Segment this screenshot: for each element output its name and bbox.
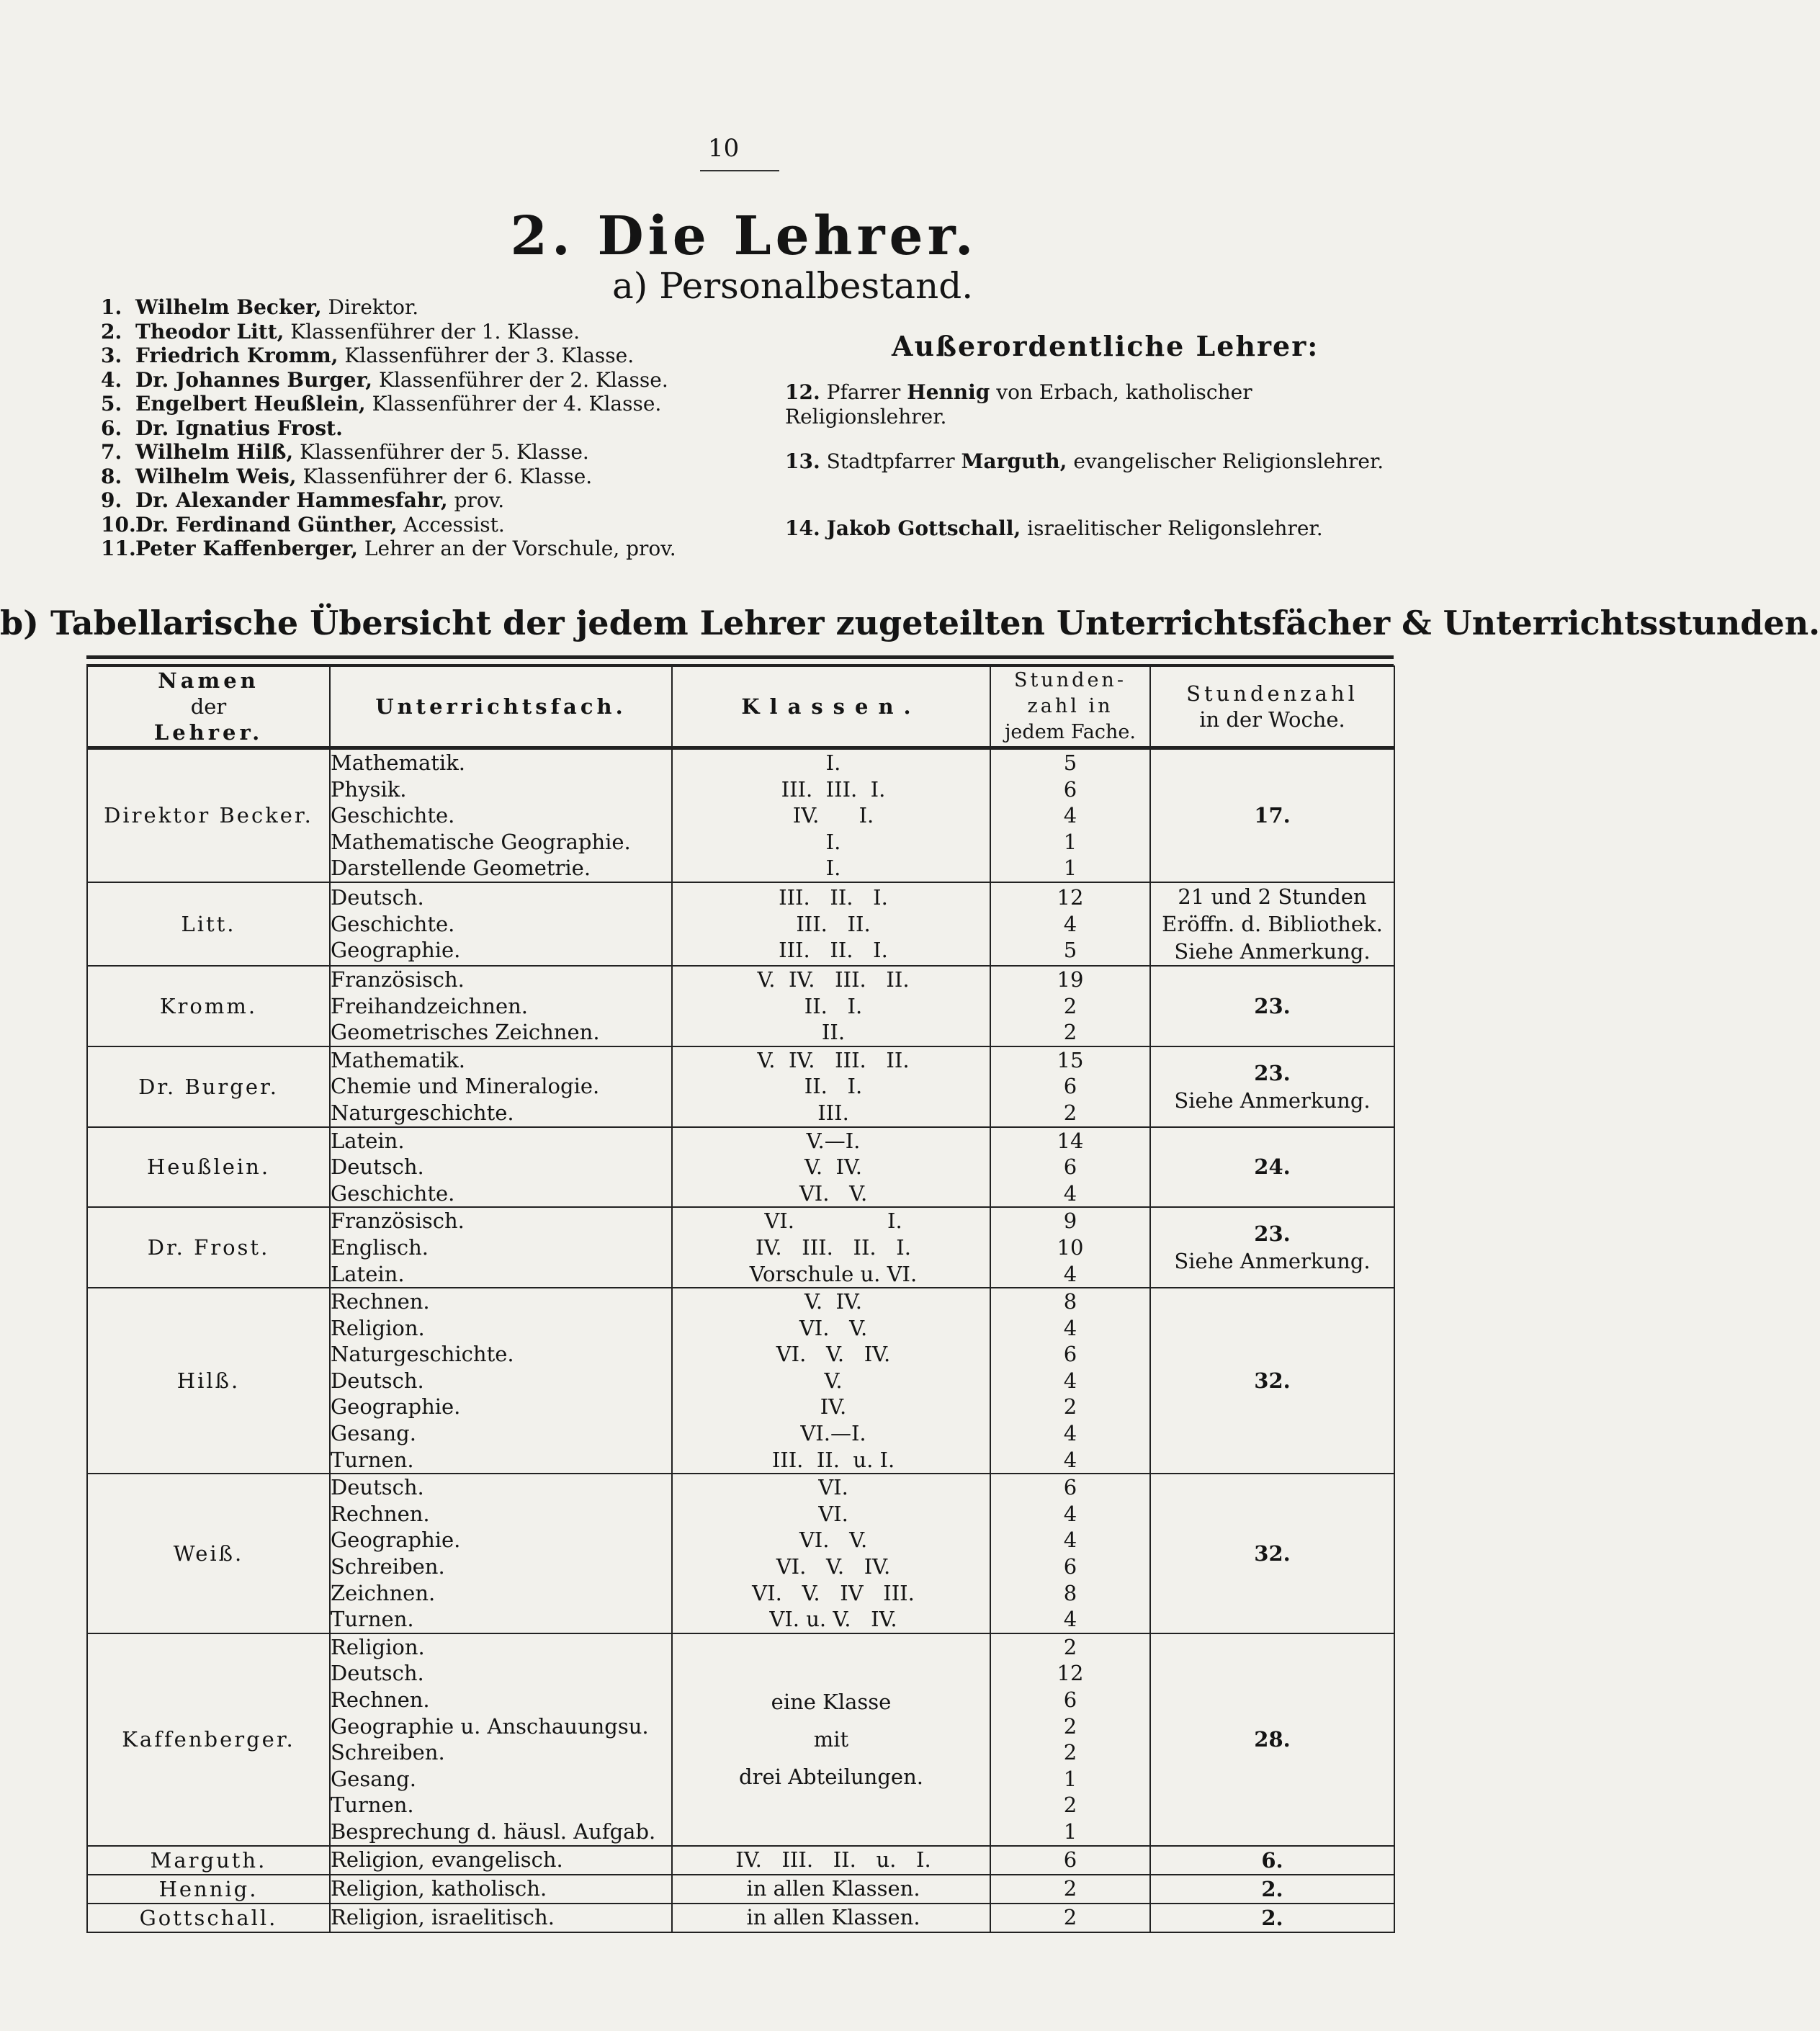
extra-teacher-name: Jakob Gottschall, bbox=[826, 516, 1021, 540]
teacher-number: 6. bbox=[101, 416, 122, 440]
page-number: 10 bbox=[708, 134, 740, 163]
classes-cell-line: VI. V. bbox=[799, 1528, 868, 1553]
hours-cell bbox=[990, 1875, 1150, 1904]
weekly-hours-cell bbox=[1150, 748, 1394, 882]
hours-cell-line: 15 bbox=[1057, 1047, 1084, 1072]
hours-cell-line: 9 bbox=[1063, 1209, 1077, 1234]
header-hours-per-subject: Stunden- zahl in jedem Fache. bbox=[990, 666, 1150, 748]
weekly-hours-cell bbox=[1150, 966, 1394, 1046]
hours-cell-line: 6 bbox=[1063, 1687, 1077, 1712]
hours-cell bbox=[990, 882, 1150, 966]
hours-cell-line: 14 bbox=[1057, 1128, 1084, 1153]
teacher-number: 3. bbox=[101, 344, 122, 367]
weekly-hours-line: 23. bbox=[1254, 993, 1291, 1018]
subject-cell-line: Deutsch. bbox=[331, 1661, 424, 1686]
hours-cell-line: 5 bbox=[1063, 938, 1077, 963]
classes-cell-line: I. bbox=[825, 856, 841, 881]
hours-cell-line: 4 bbox=[1063, 911, 1077, 936]
hours-cell-line: 12 bbox=[1057, 1661, 1084, 1686]
classes-cell-line: I. bbox=[825, 829, 841, 854]
classes-cell-line: VI. bbox=[818, 1501, 848, 1526]
weekly-hours-line: Siehe Anmerkung. bbox=[1174, 938, 1371, 964]
subject-cell bbox=[330, 1288, 672, 1474]
classes-cell-line: V. IV. III. II. bbox=[757, 967, 910, 992]
teacher-cell: Gottschall. bbox=[87, 1904, 330, 1932]
subject-cell-line: Geschichte. bbox=[331, 911, 455, 936]
classes-cell bbox=[672, 966, 990, 1046]
subject-cell-line: Turnen. bbox=[331, 1607, 414, 1632]
subject-cell bbox=[330, 1875, 672, 1904]
teacher-name: Engelbert Heußlein, bbox=[135, 392, 366, 416]
classes-cell-line: III. II. u. I. bbox=[771, 1447, 895, 1472]
classes-cell-line: III. bbox=[817, 1100, 849, 1125]
teacher-number: 5. bbox=[101, 392, 122, 416]
teacher-name: Wilhelm Hilß, bbox=[135, 440, 294, 464]
subject-cell bbox=[330, 966, 672, 1046]
hours-cell-line: 4 bbox=[1063, 1447, 1077, 1472]
teacher-number: 11. bbox=[101, 537, 136, 560]
hours-cell-line: 4 bbox=[1063, 1315, 1077, 1340]
teacher-list-item bbox=[101, 416, 792, 441]
hours-cell bbox=[990, 1207, 1150, 1288]
hours-cell-line: 4 bbox=[1063, 1607, 1077, 1632]
classes-cell bbox=[672, 1288, 990, 1474]
header-subject: Unterrichtsfach. bbox=[330, 666, 672, 748]
teacher-cell: Heußlein. bbox=[87, 1127, 330, 1208]
hours-cell-line: 4 bbox=[1063, 803, 1077, 828]
hours-cell-line: 1 bbox=[1063, 1819, 1077, 1844]
subjects-table bbox=[86, 665, 1395, 1933]
weekly-hours-cell bbox=[1150, 1875, 1394, 1904]
hours-cell-line: 2 bbox=[1063, 1100, 1077, 1125]
subject-cell-line: Mathematische Geographie. bbox=[331, 829, 631, 854]
subject-cell-line: Latein. bbox=[331, 1128, 405, 1153]
hours-cell-line: 8 bbox=[1063, 1580, 1077, 1605]
subject-cell-line: Religion, evangelisch. bbox=[331, 1847, 563, 1873]
classes-cell-line: II. I. bbox=[804, 993, 863, 1018]
subject-cell-line: Religion. bbox=[331, 1634, 425, 1659]
hours-cell-line: 4 bbox=[1063, 1421, 1077, 1446]
extra-teacher-title: Pfarrer bbox=[826, 380, 901, 404]
table-row bbox=[87, 966, 1394, 1046]
extra-teacher-role: evangelischer Religionslehrer. bbox=[1073, 449, 1384, 473]
classes-cell-line: III. II. bbox=[796, 911, 871, 936]
classes-cell bbox=[672, 1846, 990, 1875]
teacher-role: Lehrer an der Vorschule, prov. bbox=[364, 537, 676, 560]
subject-cell bbox=[330, 882, 672, 966]
classes-cell-line: VI. V. bbox=[799, 1180, 868, 1206]
subject-cell-line: Französisch. bbox=[331, 1209, 465, 1234]
teacher-cell: Hilß. bbox=[87, 1288, 330, 1474]
subject-cell-line: Religion, katholisch. bbox=[331, 1876, 547, 1901]
teacher-name: Wilhelm Becker, bbox=[135, 295, 322, 319]
subject-cell-line: Naturgeschichte. bbox=[331, 1342, 514, 1367]
table-row bbox=[87, 1288, 1394, 1474]
extra-teacher-name: Marguth, bbox=[961, 449, 1067, 473]
weekly-hours-line: Siehe Anmerkung. bbox=[1174, 1249, 1371, 1274]
weekly-hours-cell bbox=[1150, 1846, 1394, 1875]
table-row bbox=[87, 1875, 1394, 1904]
subject-cell bbox=[330, 1633, 672, 1846]
weekly-hours-line: Siehe Anmerkung. bbox=[1174, 1088, 1371, 1113]
classes-cell bbox=[672, 1875, 990, 1904]
teacher-list-item bbox=[101, 344, 792, 368]
weekly-hours-cell bbox=[1150, 1046, 1394, 1127]
table-row bbox=[87, 1474, 1394, 1633]
hours-cell-line: 2 bbox=[1063, 1020, 1077, 1045]
hours-cell bbox=[990, 748, 1150, 882]
subject-cell-line: Zeichnen. bbox=[331, 1580, 436, 1605]
subject-cell bbox=[330, 1046, 672, 1127]
teacher-list-item bbox=[101, 320, 792, 344]
header-hours-per-week: Stundenzahl in der Woche. bbox=[1150, 666, 1394, 748]
hours-cell-line: 4 bbox=[1063, 1368, 1077, 1393]
hours-cell-line: 5 bbox=[1063, 750, 1077, 775]
subject-cell-line: Geschichte. bbox=[331, 803, 455, 828]
hours-cell bbox=[990, 966, 1150, 1046]
table-row bbox=[87, 882, 1394, 966]
hours-cell bbox=[990, 1904, 1150, 1932]
teacher-number: 8. bbox=[101, 464, 122, 488]
teacher-role: Klassenführer der 6. Klasse. bbox=[302, 464, 593, 488]
table-row bbox=[87, 1046, 1394, 1127]
hours-cell-line: 6 bbox=[1063, 1155, 1077, 1180]
subject-cell-line: Geographie. bbox=[331, 938, 461, 963]
subject-cell-line: Englisch. bbox=[331, 1234, 429, 1260]
teacher-number: 4. bbox=[101, 367, 122, 392]
extra-teacher-13 bbox=[785, 449, 1412, 474]
hours-cell-line: 6 bbox=[1063, 1074, 1077, 1099]
hours-cell-line: 2 bbox=[1063, 1740, 1077, 1765]
hours-cell-line: 6 bbox=[1063, 1475, 1077, 1500]
teacher-cell: Dr. Burger. bbox=[87, 1046, 330, 1127]
subject-cell-line: Turnen. bbox=[331, 1793, 414, 1818]
classes-cell-line: III. II. I. bbox=[779, 938, 888, 963]
weekly-hours-line: 28. bbox=[1254, 1727, 1291, 1752]
subject-cell-line: Rechnen. bbox=[331, 1289, 430, 1314]
teacher-list-item bbox=[101, 488, 792, 513]
classes-cell bbox=[672, 1474, 990, 1633]
teacher-cell: Litt. bbox=[87, 882, 330, 966]
hours-cell-line: 2 bbox=[1063, 1713, 1077, 1739]
hours-cell-line: 1 bbox=[1063, 1766, 1077, 1791]
hours-cell-line: 8 bbox=[1063, 1289, 1077, 1314]
subject-cell-line: Besprechung d. häusl. Aufgab. bbox=[331, 1819, 656, 1844]
classes-cell-line: VI. I. bbox=[764, 1209, 902, 1234]
teacher-list bbox=[101, 295, 792, 561]
classes-cell bbox=[672, 1633, 990, 1846]
teacher-role: Klassenführer der 1. Klasse. bbox=[290, 319, 580, 344]
teacher-role: Klassenführer der 3. Klasse. bbox=[344, 344, 635, 367]
extra-teacher-role: israelitischer Religonslehrer. bbox=[1027, 516, 1323, 540]
table-row bbox=[87, 1127, 1394, 1208]
subject-cell-line: Freihandzeichnen. bbox=[331, 993, 528, 1018]
classes-cell bbox=[672, 882, 990, 966]
teacher-list-item bbox=[101, 368, 792, 393]
teacher-cell: Weiß. bbox=[87, 1474, 330, 1633]
subject-cell-line: Geometrisches Zeichnen. bbox=[331, 1020, 600, 1045]
hours-cell-line: 2 bbox=[1063, 1634, 1077, 1659]
header-names: Namen der Lehrer. bbox=[87, 666, 330, 748]
table-top-rule bbox=[86, 655, 1394, 659]
classes-cell-line: V. bbox=[824, 1368, 843, 1393]
weekly-hours-line: 2. bbox=[1261, 1876, 1283, 1901]
subject-cell-line: Geographie. bbox=[331, 1394, 461, 1420]
classes-cell-line: Vorschule u. VI. bbox=[749, 1261, 918, 1286]
teacher-name: Theodor Litt, bbox=[135, 319, 284, 344]
hours-cell-line: 2 bbox=[1063, 1394, 1077, 1420]
classes-cell bbox=[672, 1207, 990, 1288]
table-header-row bbox=[87, 666, 1394, 748]
hours-cell-line: 1 bbox=[1063, 856, 1077, 881]
page-number-rule bbox=[700, 170, 779, 171]
teacher-list-item bbox=[101, 392, 792, 416]
subject-cell-line: Deutsch. bbox=[331, 1475, 424, 1500]
table-row bbox=[87, 1633, 1394, 1846]
classes-cell-line: IV. III. II. u. I. bbox=[735, 1847, 931, 1873]
section-b-title: b) Tabellarische Übersicht der jedem Lehrer zugeteilten Unterrichtsfächer & Unterrichtsstunden. bbox=[0, 604, 1820, 642]
classes-cell-line: VI. V. IV III. bbox=[752, 1580, 915, 1605]
classes-cell-line: V. IV. III. II. bbox=[757, 1047, 910, 1072]
weekly-hours-line: 23. bbox=[1254, 1221, 1291, 1247]
weekly-hours-cell bbox=[1150, 1288, 1394, 1474]
classes-cell-line: VI. u. V. IV. bbox=[769, 1607, 897, 1632]
teacher-list-item bbox=[101, 465, 792, 489]
weekly-hours-cell bbox=[1150, 1127, 1394, 1208]
classes-cell-line: V. IV. bbox=[804, 1289, 863, 1314]
classes-cell-line: VI. bbox=[818, 1475, 848, 1500]
teacher-role: Direktor. bbox=[328, 295, 419, 319]
classes-cell-line: mit bbox=[813, 1727, 849, 1752]
teacher-name: Friedrich Kromm, bbox=[135, 344, 339, 367]
subject-cell-line: Religion. bbox=[331, 1315, 425, 1340]
weekly-hours-line: 2. bbox=[1261, 1905, 1283, 1930]
section-a-title: a) Personalbestand. bbox=[612, 265, 974, 307]
weekly-hours-cell bbox=[1150, 1633, 1394, 1846]
subject-cell-line: Geschichte. bbox=[331, 1180, 455, 1206]
hours-cell-line: 2 bbox=[1063, 1793, 1077, 1818]
weekly-hours-cell bbox=[1150, 1904, 1394, 1932]
teacher-role: Klassenführer der 2. Klasse. bbox=[378, 367, 668, 392]
extra-teacher-number: 14. bbox=[785, 516, 820, 540]
subject-cell-line: Rechnen. bbox=[331, 1501, 430, 1526]
teacher-cell: Direktor Becker. bbox=[87, 748, 330, 882]
classes-cell-line: V. IV. bbox=[804, 1155, 863, 1180]
weekly-hours-line: 23. bbox=[1254, 1060, 1291, 1085]
hours-cell bbox=[990, 1046, 1150, 1127]
hours-cell-line: 6 bbox=[1063, 776, 1077, 802]
teacher-number: 1. bbox=[101, 295, 122, 319]
hours-cell-line: 6 bbox=[1063, 1847, 1077, 1873]
hours-cell-line: 4 bbox=[1063, 1528, 1077, 1553]
subject-cell-line: Deutsch. bbox=[331, 1368, 424, 1393]
hours-cell-line: 6 bbox=[1063, 1342, 1077, 1367]
subject-cell bbox=[330, 1474, 672, 1633]
teacher-name: Dr. Alexander Hammesfahr, bbox=[135, 488, 448, 512]
hours-cell-line: 4 bbox=[1063, 1261, 1077, 1286]
classes-cell-line: VI.—I. bbox=[800, 1421, 866, 1446]
weekly-hours-cell bbox=[1150, 882, 1394, 966]
classes-cell-line: in allen Klassen. bbox=[746, 1876, 920, 1901]
hours-cell bbox=[990, 1474, 1150, 1633]
subject-cell-line: Deutsch. bbox=[331, 885, 424, 910]
classes-cell-line: VI. V. bbox=[799, 1315, 868, 1340]
classes-cell-line: IV. III. II. I. bbox=[756, 1234, 911, 1260]
teacher-number: 7. bbox=[101, 440, 122, 464]
classes-cell bbox=[672, 1127, 990, 1208]
subject-cell-line: Deutsch. bbox=[331, 1155, 424, 1180]
classes-cell-line: eine Klasse bbox=[771, 1690, 892, 1715]
subject-cell-line: Geographie u. Anschauungsu. bbox=[331, 1713, 649, 1739]
teacher-cell: Marguth. bbox=[87, 1846, 330, 1875]
extra-teacher-title: Stadtpfarrer bbox=[826, 449, 955, 473]
subject-cell-line: Chemie und Mineralogie. bbox=[331, 1074, 600, 1099]
classes-cell-line: III. III. I. bbox=[781, 776, 886, 802]
hours-cell bbox=[990, 1127, 1150, 1208]
hours-cell-line: 6 bbox=[1063, 1554, 1077, 1579]
weekly-hours-line: 6. bbox=[1261, 1847, 1283, 1873]
teacher-name: Peter Kaffenberger, bbox=[135, 537, 358, 560]
hours-cell bbox=[990, 1288, 1150, 1474]
subject-cell bbox=[330, 1846, 672, 1875]
teacher-number: 10. bbox=[101, 512, 136, 537]
weekly-hours-line: Eröffn. d. Bibliothek. bbox=[1162, 911, 1383, 936]
teacher-list-item bbox=[101, 537, 792, 561]
teacher-name: Dr. Ferdinand Günther, bbox=[135, 512, 398, 537]
teacher-role: prov. bbox=[454, 488, 505, 512]
teacher-list-item bbox=[101, 295, 792, 320]
subject-cell-line: Turnen. bbox=[331, 1447, 414, 1472]
subject-cell-line: Gesang. bbox=[331, 1421, 416, 1446]
subject-cell bbox=[330, 748, 672, 882]
subject-cell-line: Gesang. bbox=[331, 1766, 416, 1791]
hours-cell-line: 2 bbox=[1063, 993, 1077, 1018]
hours-cell-line: 2 bbox=[1063, 1876, 1077, 1901]
classes-cell-line: VI. V. IV. bbox=[776, 1342, 891, 1367]
classes-cell-line: VI. V. IV. bbox=[776, 1554, 891, 1579]
teacher-number: 2. bbox=[101, 319, 122, 344]
weekly-hours-line: 21 und 2 Stunden bbox=[1178, 884, 1367, 909]
extra-teacher-name: Hennig bbox=[907, 380, 990, 404]
subject-cell-line: Latein. bbox=[331, 1261, 405, 1286]
teacher-role: Klassenführer der 5. Klasse. bbox=[300, 440, 589, 464]
teacher-cell: Dr. Frost. bbox=[87, 1207, 330, 1288]
extra-teachers-heading: Außerordentliche Lehrer: bbox=[892, 330, 1319, 362]
subject-cell bbox=[330, 1207, 672, 1288]
classes-cell-line: IV. I. bbox=[792, 803, 874, 828]
subject-cell-line: Mathematik. bbox=[331, 750, 465, 775]
subject-cell-line: Geographie. bbox=[331, 1528, 461, 1553]
subject-cell-line: Schreiben. bbox=[331, 1740, 445, 1765]
hours-cell-line: 19 bbox=[1057, 967, 1084, 992]
hours-cell-line: 12 bbox=[1057, 885, 1084, 910]
weekly-hours-cell bbox=[1150, 1207, 1394, 1288]
subject-cell bbox=[330, 1904, 672, 1932]
teacher-cell: Kaffenberger. bbox=[87, 1633, 330, 1846]
extra-teacher-12 bbox=[785, 380, 1412, 429]
weekly-hours-line: 17. bbox=[1254, 803, 1291, 828]
classes-cell bbox=[672, 1904, 990, 1932]
hours-cell-line: 4 bbox=[1063, 1180, 1077, 1206]
classes-cell-line: II. bbox=[821, 1020, 846, 1045]
classes-cell-line: in allen Klassen. bbox=[746, 1905, 920, 1930]
teacher-number: 9. bbox=[101, 488, 122, 512]
subject-cell bbox=[330, 1127, 672, 1208]
subject-cell-line: Physik. bbox=[331, 776, 407, 802]
teacher-name: Dr. Johannes Burger, bbox=[135, 367, 373, 392]
classes-cell bbox=[672, 1046, 990, 1127]
teacher-cell: Hennig. bbox=[87, 1875, 330, 1904]
weekly-hours-line: 24. bbox=[1254, 1155, 1291, 1180]
classes-cell-line: drei Abteilungen. bbox=[739, 1765, 923, 1790]
weekly-hours-line: 32. bbox=[1254, 1368, 1291, 1394]
teacher-list-item bbox=[101, 513, 792, 537]
subject-cell-line: Schreiben. bbox=[331, 1554, 445, 1579]
hours-cell-line: 10 bbox=[1057, 1234, 1084, 1260]
subject-cell-line: Mathematik. bbox=[331, 1047, 465, 1072]
header-classes: Klassen. bbox=[672, 666, 990, 748]
classes-cell bbox=[672, 748, 990, 882]
hours-cell-line: 2 bbox=[1063, 1905, 1077, 1930]
teacher-role: Accessist. bbox=[403, 512, 505, 537]
subject-cell-line: Darstellende Geometrie. bbox=[331, 856, 591, 881]
weekly-hours-cell bbox=[1150, 1474, 1394, 1633]
table-row bbox=[87, 1846, 1394, 1875]
subject-cell-line: Naturgeschichte. bbox=[331, 1100, 514, 1125]
teacher-role: Klassenführer der 4. Klasse. bbox=[372, 392, 662, 416]
extra-teacher-14 bbox=[785, 516, 1412, 541]
page-title: 2. Die Lehrer. bbox=[510, 205, 978, 267]
table-row bbox=[87, 748, 1394, 882]
teacher-name: Wilhelm Weis, bbox=[135, 464, 297, 488]
teacher-cell: Kromm. bbox=[87, 966, 330, 1046]
extra-teacher-number: 13. bbox=[785, 449, 820, 473]
subject-cell-line: Religion, israelitisch. bbox=[331, 1905, 555, 1930]
table-row bbox=[87, 1904, 1394, 1932]
hours-cell bbox=[990, 1846, 1150, 1875]
extra-teacher-role: von Erbach, katholischer Religionslehrer. bbox=[785, 380, 1252, 429]
teacher-name: Dr. Ignatius Frost. bbox=[135, 416, 343, 440]
extra-teacher-number: 12. bbox=[785, 380, 820, 404]
subject-cell-line: Rechnen. bbox=[331, 1687, 430, 1712]
hours-cell-line: 4 bbox=[1063, 1501, 1077, 1526]
classes-cell-line: IV. bbox=[820, 1394, 847, 1420]
classes-cell-line: III. II. I. bbox=[779, 885, 888, 910]
teacher-list-item bbox=[101, 440, 792, 465]
weekly-hours-line: 32. bbox=[1254, 1541, 1291, 1566]
table-row bbox=[87, 1207, 1394, 1288]
hours-cell bbox=[990, 1633, 1150, 1846]
classes-cell-line: I. bbox=[825, 750, 841, 775]
classes-cell-line: V.—I. bbox=[806, 1128, 861, 1153]
subject-cell-line: Französisch. bbox=[331, 967, 465, 992]
hours-cell-line: 1 bbox=[1063, 829, 1077, 854]
classes-cell-line: II. I. bbox=[804, 1074, 863, 1099]
